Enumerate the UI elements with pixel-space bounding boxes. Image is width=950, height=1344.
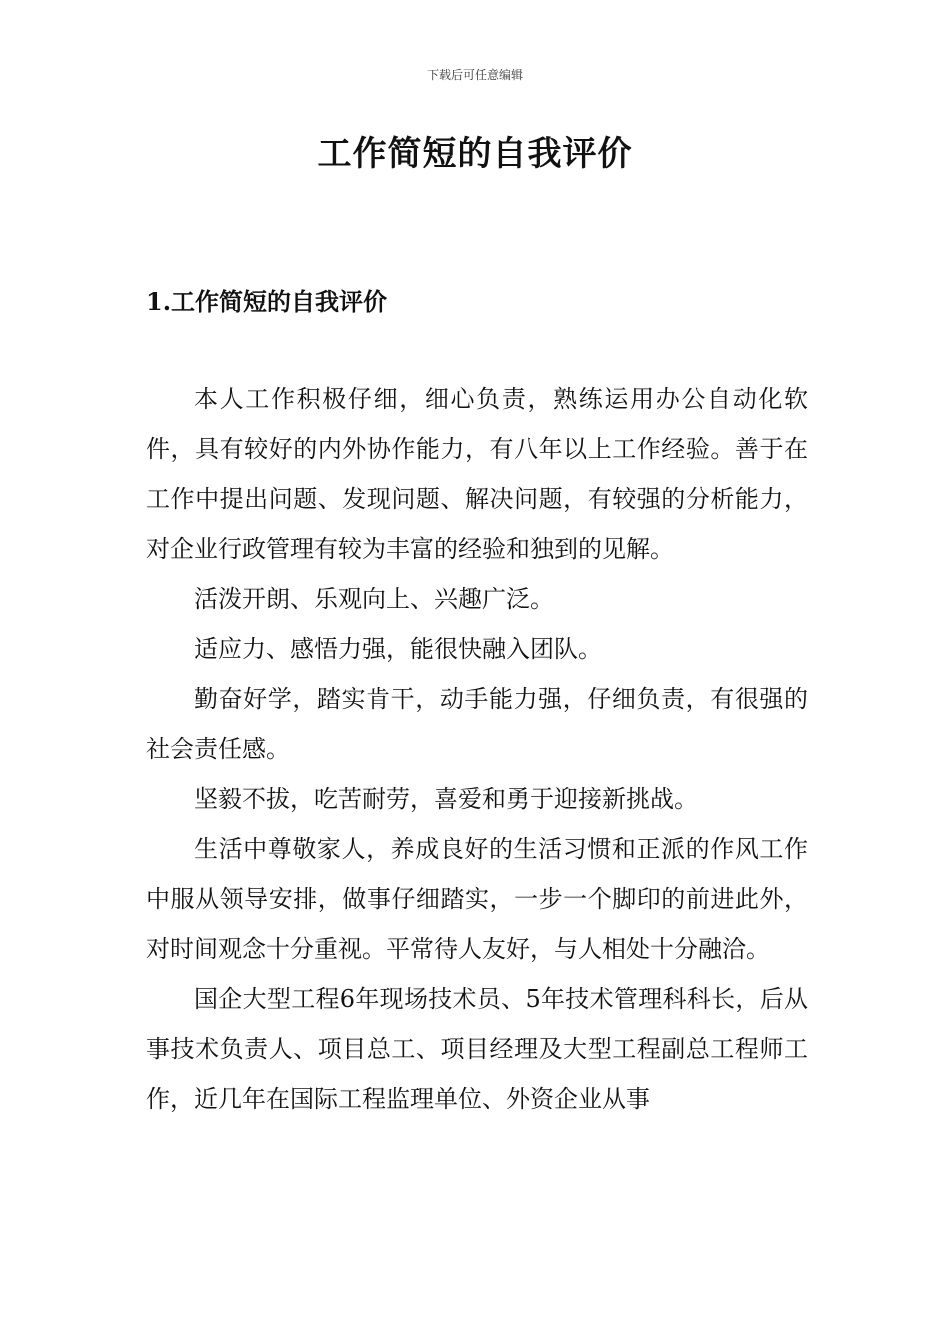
paragraph: 适应力、感悟力强，能很快融入团队。 — [194, 635, 602, 663]
page-title: 工作简短的自我评价 — [317, 134, 633, 174]
section-heading: 1.工作简短的自我评价 — [146, 287, 388, 316]
paragraph: 勤奋好学，踏实肯干，动手能力强，仔细负责，有很强的社会责任感。 — [146, 685, 808, 763]
paragraph: 坚毅不拔，吃苦耐劳，喜爱和勇于迎接新挑战。 — [194, 785, 698, 813]
paragraph: 国企大型工程6年现场技术员、5年技术管理科科长，后从事技术负责人、项目总工、项目经理及大型工程副总工程师工作，近几年在国际工程监理单位、外资企业从事 — [146, 985, 808, 1113]
document-body — [146, 374, 808, 1124]
paragraph: 生活中尊敬家人，养成良好的生活习惯和正派的作风工作中服从领导安排，做事仔细踏实，一步一个脚印的前进此外，对时间观念十分重视。平常待人友好，与人相处十分融洽。 — [146, 835, 808, 963]
paragraph: 本人工作积极仔细，细心负责，熟练运用办公自动化软件，具有较好的内外协作能力，有八年以上工作经验。善于在工作中提出问题、发现问题、解决问题，有较强的分析能力，对企业行政管理有较为丰富的经验和独到的见解。 — [146, 385, 808, 563]
header-note: 下载后可任意编辑 — [426, 68, 523, 82]
paragraph: 活泼开朗、乐观向上、兴趣广泛。 — [194, 585, 554, 613]
